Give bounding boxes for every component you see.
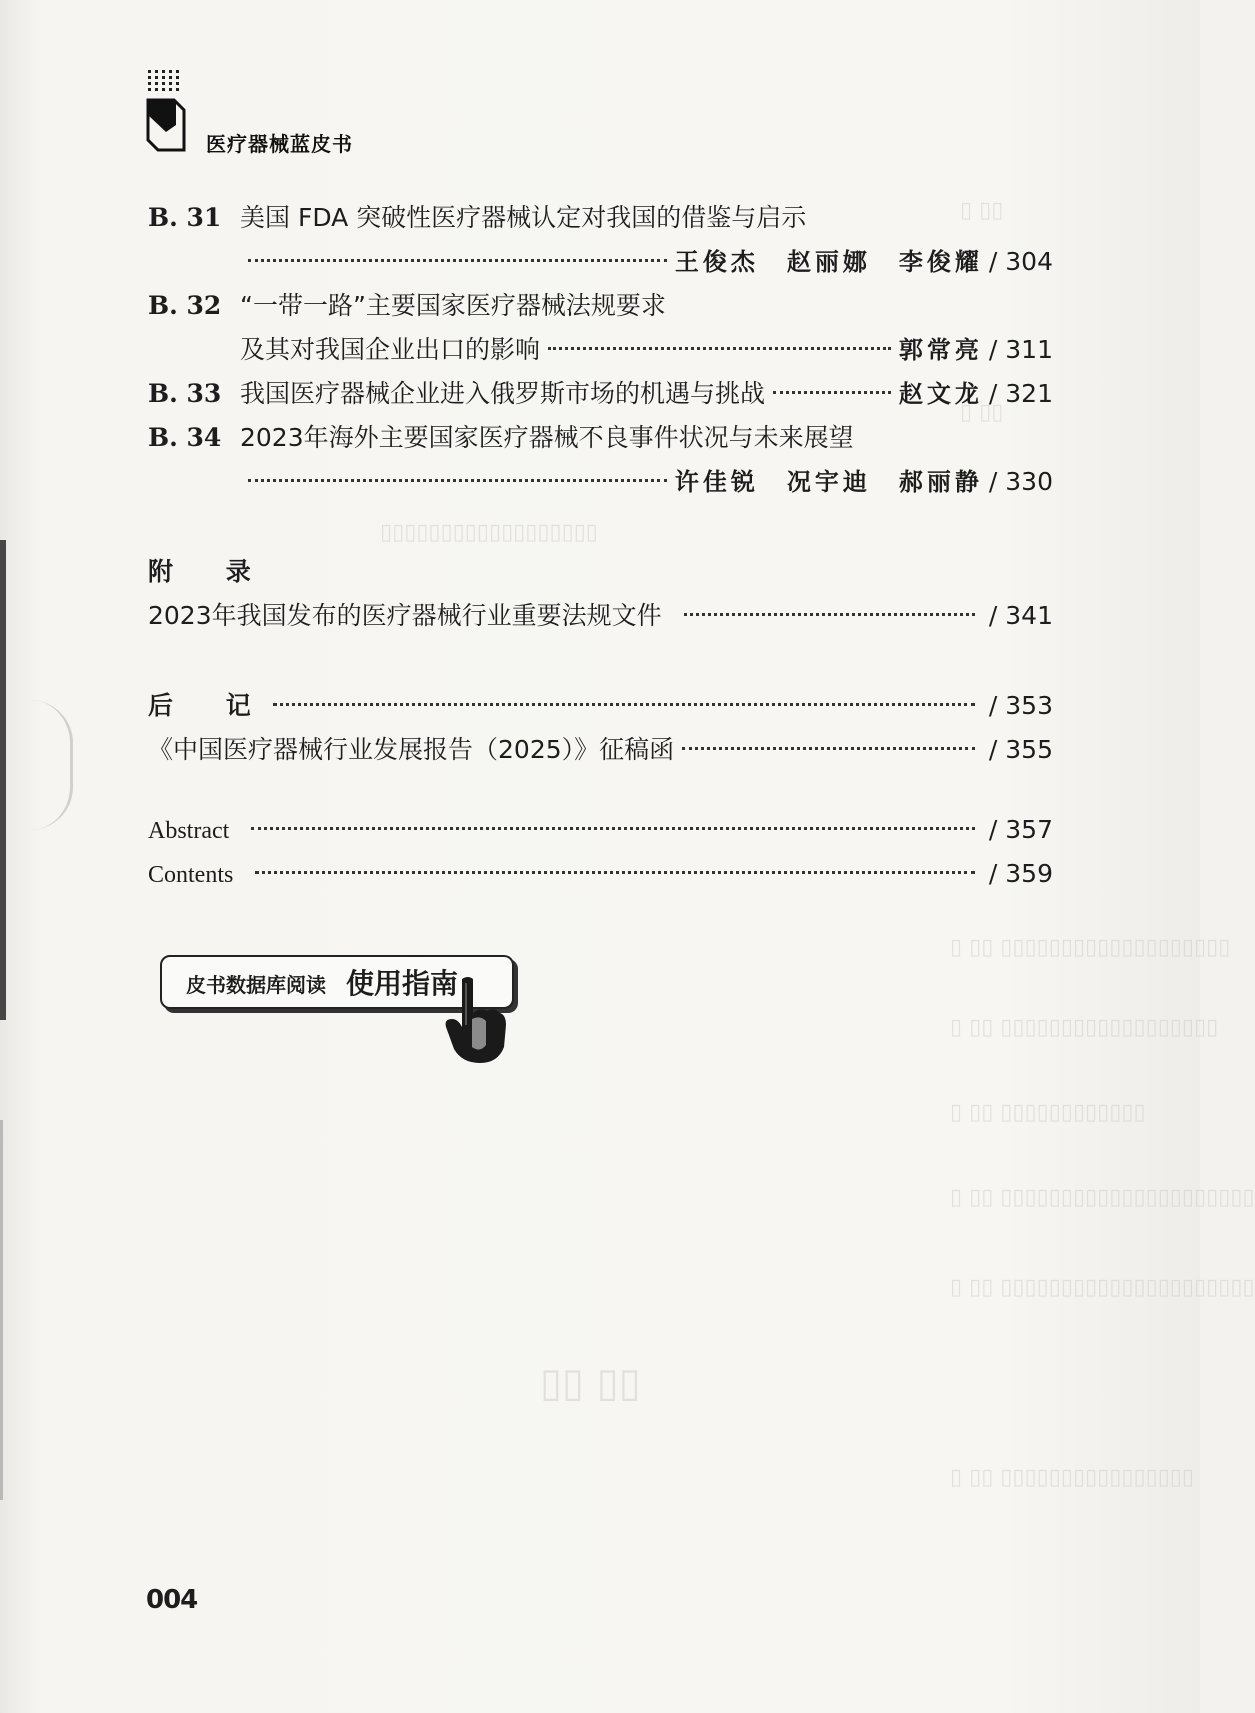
- guide-label-big: 使用指南: [346, 967, 459, 1000]
- toc-entry-postscript[interactable]: [148, 684, 1053, 728]
- dot-leader: [248, 259, 667, 262]
- appendix-heading: 附 录: [148, 557, 273, 586]
- toc-entry-b34[interactable]: [148, 416, 1053, 504]
- entry-page: / 311: [988, 335, 1053, 364]
- dot-leader: [251, 827, 975, 830]
- contents-page: / 359: [988, 859, 1053, 888]
- running-header: [146, 70, 446, 170]
- entry-title: 2023年海外主要国家医疗器械不良事件状况与未来展望: [240, 423, 854, 452]
- entry-title-continued: 及其对我国企业出口的影响: [240, 335, 541, 364]
- entry-number: B. 31: [148, 203, 222, 232]
- entry-number: B. 32: [148, 291, 222, 320]
- dot-leader: [773, 391, 891, 394]
- call-for-papers-title: 《中国医疗器械行业发展报告（2025）》征稿函: [148, 735, 675, 764]
- toc-entry-b31[interactable]: [148, 196, 1053, 284]
- postscript-page: / 353: [988, 691, 1053, 720]
- dot-leader: [684, 613, 975, 616]
- bleed-through-text: ▯ ▯▯ ▯▯▯▯▯▯▯▯▯▯▯▯▯▯▯▯▯▯▯: [950, 935, 1231, 960]
- dot-leader: [682, 747, 975, 750]
- bleed-through-text: ▯ ▯▯ ▯▯▯▯▯▯▯▯▯▯▯▯▯▯▯▯: [950, 1465, 1195, 1490]
- bleed-through-text: ▯▯▯▯▯▯▯▯▯▯▯▯▯▯▯▯▯▯: [380, 520, 598, 545]
- bleed-through-text: ▯ ▯▯: [960, 400, 1004, 425]
- bleed-through-text: ▯ ▯▯: [960, 198, 1004, 223]
- entry-title: “一带一路”主要国家医疗器械法规要求: [240, 291, 666, 320]
- toc-entry-b32[interactable]: [148, 284, 1053, 372]
- entry-number: B. 34: [148, 423, 222, 452]
- contents-title: Contents: [148, 862, 234, 888]
- bleed-through-text: ▯ ▯▯ ▯▯▯▯▯▯▯▯▯▯▯▯▯▯▯▯▯▯: [950, 1015, 1219, 1040]
- entry-page: / 304: [988, 247, 1053, 276]
- page-number: 004: [146, 1585, 198, 1615]
- entry-number: B. 33: [148, 379, 222, 408]
- entry-page: / 330: [988, 467, 1053, 496]
- postscript-heading: 后 记: [148, 691, 273, 720]
- abstract-page: / 357: [988, 815, 1053, 844]
- abstract-title: Abstract: [148, 818, 230, 844]
- pointing-hand-icon: [440, 975, 510, 1065]
- toc-entry-appendix[interactable]: [148, 594, 1053, 638]
- entry-page: / 321: [988, 379, 1053, 408]
- dot-leader: [248, 479, 667, 482]
- guide-label-small: 皮书数据库阅读: [186, 973, 326, 997]
- spine-shadow-lower: [0, 1120, 3, 1500]
- dot-leader: [273, 703, 975, 706]
- bleed-through-text: ▯ ▯▯ ▯▯▯▯▯▯▯▯▯▯▯▯▯▯▯▯▯▯▯▯▯: [950, 1185, 1255, 1210]
- entry-authors: 郭常亮: [898, 335, 983, 364]
- table-of-contents: [148, 196, 1053, 896]
- appendix-page: / 341: [988, 601, 1053, 630]
- toc-entry-b33[interactable]: [148, 372, 1053, 416]
- toc-entry-abstract[interactable]: [148, 808, 1053, 852]
- entry-title: 我国医疗器械企业进入俄罗斯市场的机遇与挑战: [240, 379, 766, 408]
- bluebook-logo-icon: [146, 70, 186, 170]
- entry-authors: 许佳锐 况宇迪 郝丽静: [674, 467, 983, 496]
- spine-shadow: [0, 540, 6, 1020]
- toc-entry-call-for-papers[interactable]: [148, 728, 1053, 772]
- appendix-title: 2023年我国发布的医疗器械行业重要法规文件: [148, 601, 662, 630]
- toc-entry-contents[interactable]: [148, 852, 1053, 896]
- series-title: 医疗器械蓝皮书: [206, 132, 353, 156]
- entry-authors: 王俊杰 赵丽娜 李俊耀: [674, 247, 983, 276]
- call-for-papers-page: / 355: [988, 735, 1053, 764]
- page-curl: [30, 700, 73, 830]
- entry-authors: 赵文龙: [898, 379, 983, 408]
- bleed-through-text: ▯ ▯▯ ▯▯▯▯▯▯▯▯▯▯▯▯▯▯▯▯▯▯▯▯▯: [950, 1275, 1255, 1300]
- bleed-through-text: ▯▯ ▯▯: [540, 1360, 641, 1406]
- dot-leader: [548, 347, 891, 350]
- entry-title: 美国 FDA 突破性医疗器械认定对我国的借鉴与启示: [240, 203, 807, 232]
- bleed-through-text: ▯ ▯▯ ▯▯▯▯▯▯▯▯▯▯▯▯: [950, 1100, 1146, 1125]
- dot-leader: [255, 871, 975, 874]
